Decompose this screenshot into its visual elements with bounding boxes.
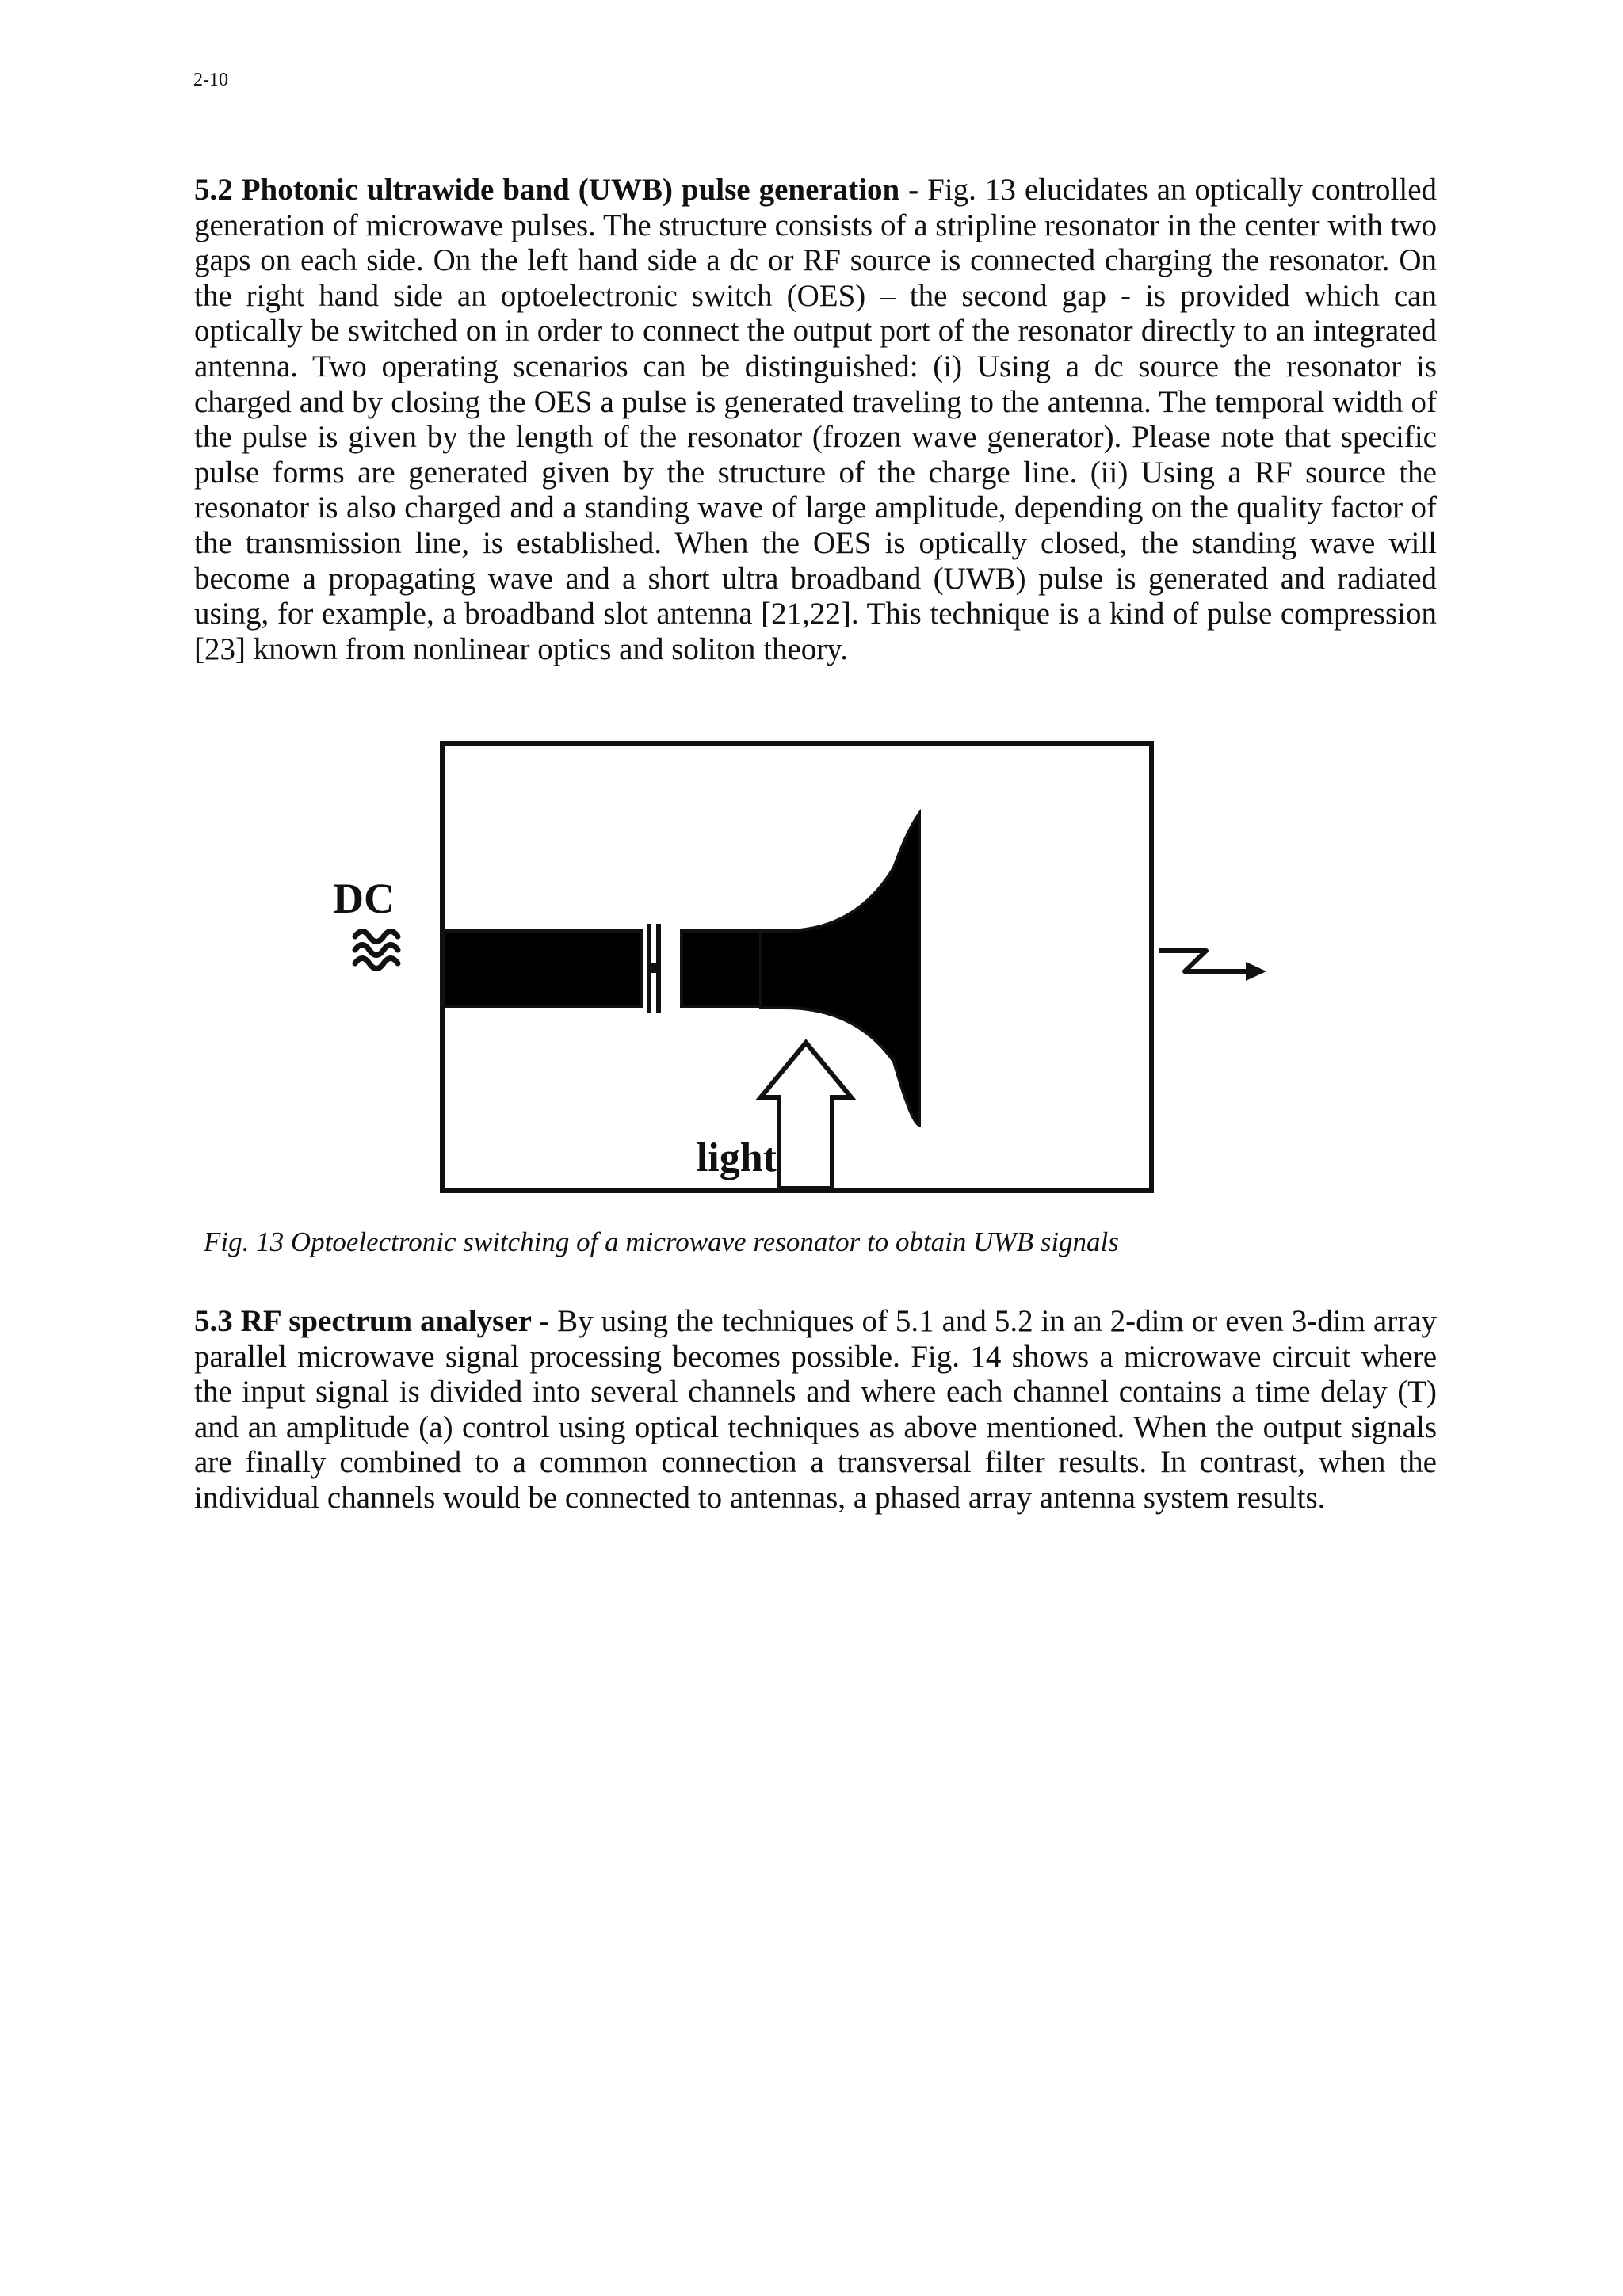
figure-13-caption: Fig. 13 Optoelectronic switching of a microwave resonator to obtain UWB signals (204, 1226, 1119, 1257)
section-5-2-body: Fig. 13 elucidates an optically controlled generation of microwave pulses. The structure consists of a stripline resonator in the center with two gaps on each side. On the left hand side a dc or RF source is connected charging the resonator. On the right hand side an optoelectronic switch (OES) – the second gap - is provided which can optically be switched on in order to connect the output port of the resonator directly to an integrated antenna. Two operating scenarios can be distinguished: (i) Using a dc source the resonator is charged and by closing the OES a pulse is generated traveling to the antenna. The temporal width of the pulse is given by the length of the resonator (frozen wave generator). Please note that specific pulse forms are generated given by the structure of the charge line. (ii) Using a RF source the resonator is also charged and a standing wave of large amplitude, depending on the quality factor of the transmission line, is established. When the OES is optically closed, the standing wave will become a propagating wave and a short ultra broadband (UWB) pulse is generated and radiated using, for example, a broadband slot antenna [21,22]. This technique is a kind of pulse compression [23] known from nonlinear optics and soliton theory. (194, 173, 1438, 666)
section-5-3-body: By using the techniques of 5.1 and 5.2 in an 2-dim or even 3-dim array parallel microwave signal processing becomes possible. Fig. 14 shows a microwave circuit where the input signal is divided into several channels and where each channel contains a time delay (T) and an amplitude (a) control using optical techniques as above mentioned. When the output signals are finally combined to a common connection a transversal filter results. In contrast, when the individual channels would be connected to antennas, a phased array antenna system results. (194, 1304, 1438, 1515)
section-5-3 (194, 1304, 1437, 1516)
radiated-pulse-arrow-icon (1159, 951, 1266, 981)
figure-13 (333, 729, 1292, 1204)
ac-source-icon (355, 932, 398, 969)
section-5-2 (194, 173, 1437, 667)
section-5-3-heading: 5.3 RF spectrum analyser - (194, 1304, 550, 1338)
figure-13-diagram (333, 729, 1292, 1204)
feed-stripline (444, 931, 642, 1006)
section-5-2-paragraph (194, 173, 1437, 667)
section-5-3-paragraph (194, 1304, 1437, 1516)
gap-capacitor (647, 924, 661, 1013)
light-label: light (696, 1135, 777, 1180)
dc-label: DC (333, 875, 395, 922)
section-5-2-heading: 5.2 Photonic ultrawide band (UWB) pulse generation - (194, 173, 919, 207)
page-number: 2-10 (193, 70, 228, 90)
